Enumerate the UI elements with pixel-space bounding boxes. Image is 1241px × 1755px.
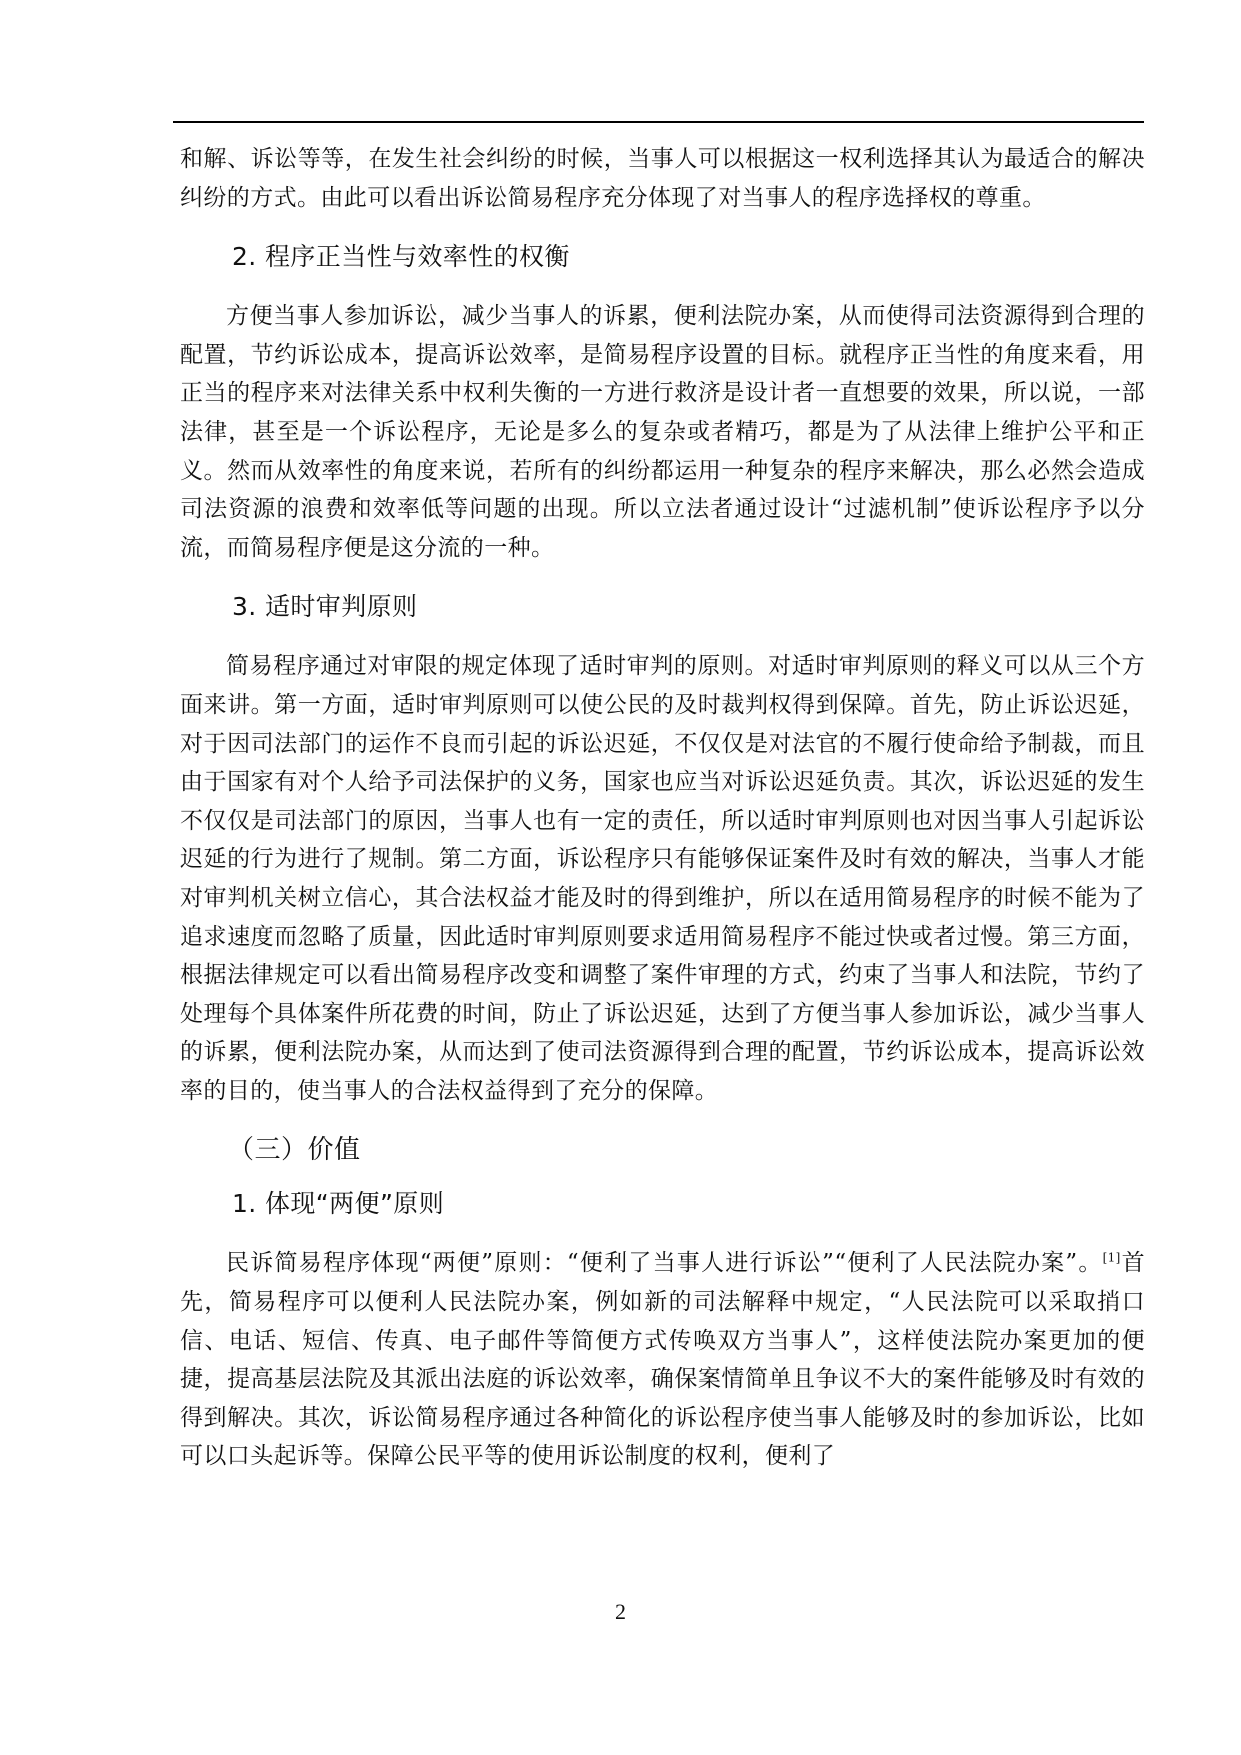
continuation-paragraph: 和解、诉讼等等，在发生社会纠纷的时候，当事人可以根据这一权利选择其认为最适合的解决纠纷的方式。由此可以看出诉讼简易程序充分体现了对当事人的程序选择权的尊重。 (180, 146, 1145, 211)
footnote-reference[interactable]: [1] (1102, 1250, 1121, 1265)
heading-timely-trial-principle: 3. 适时审判原则 (232, 592, 418, 622)
heading-two-convenience-principle: 1. 体现“两便”原则 (232, 1189, 445, 1219)
page-number: 2 (615, 1599, 626, 1624)
paragraph-timely-trial-principle: 简易程序通过对审限的规定体现了适时审判的原则。对适时审判原则的释义可以从三个方面来讲。第一方面，适时审判原则可以使公民的及时裁判权得到保障。首先，防止诉讼迟延，对于因司法部门的运作不良而引起的诉讼迟延，不仅仅是对法官的不履行使命给予制裁，而且由于国家有对个人给予司法保护的义务，国家也应当对诉讼迟延负责。其次，诉讼迟延的发生不仅仅是司法部门的原因，当事人也有一定的责任，所以适时审判原则也对因当事人引起诉讼迟延的行为进行了规制。第二方面，诉讼程序只有能够保证案件及时有效的解决，当事人才能对审判机关树立信心，其合法权益才能及时的得到维护，所以在适用简易程序的时候不能为了追求速度而忽略了质量，因此适时审判原则要求适用简易程序不能过快或者过慢。第三方面，根据法律规定可以看出简易程序改变和调整了案件审理的方式，约束了当事人和法院，节约了处理每个具体案件所花费的时间，防止了诉讼迟延，达到了方便当事人参加诉讼，减少当事人的诉累，便利法院办案，从而达到了使司法资源得到合理的配置，节约诉讼成本，提高诉讼效率的目的，使当事人的合法权益得到了充分的保障。 (180, 653, 1145, 1104)
header-rule (173, 121, 1144, 123)
paragraph-text-after-ref: 首先，简易程序可以便利人民法院办案，例如新的司法解释中规定，“人民法院可以采取捎口信、电话、短信、传真、电子邮件等简便方式传唤双方当事人”，这样使法院办案更加的便捷，提高基层法院及其派出法庭的诉讼效率，确保案情简单且争议不大的案件能够及时有效的得到解决。其次，诉讼简易程序通过各种简化的诉讼程序使当事人能够及时的参加诉讼，比如可以口头起诉等。保障公民平等的使用诉讼制度的权利，便利了 (180, 1250, 1145, 1470)
paragraph-procedural-legitimacy-efficiency: 方便当事人参加诉讼，减少当事人的诉累，便利法院办案，从而使得司法资源得到合理的配置，节约诉讼成本，提高诉讼效率，是简易程序设置的目标。就程序正当性的角度来看，用正当的程序来对法律关系中权利失衡的一方进行救济是设计者一直想要的效果，所以说，一部法律，甚至是一个诉讼程序，无论是多么的复杂或者精巧，都是为了从法律上维护公平和正义。然而从效率性的角度来说，若所有的纠纷都运用一种复杂的程序来解决，那么必然会造成司法资源的浪费和效率低等问题的出现。所以立法者通过设计“过滤机制”使诉讼程序予以分流，而简易程序便是这分流的一种。 (180, 303, 1145, 561)
paragraph-text-before-ref: 民诉简易程序体现“两便”原则：“便利了当事人进行诉讼”“便利了人民法院办案”。 (226, 1250, 1103, 1277)
heading-procedural-legitimacy-efficiency: 2. 程序正当性与效率性的权衡 (232, 242, 570, 272)
paragraph-two-convenience-principle (180, 1244, 1145, 1476)
page-body (180, 140, 1145, 1476)
heading-value-section: （三）价值 (228, 1135, 361, 1166)
